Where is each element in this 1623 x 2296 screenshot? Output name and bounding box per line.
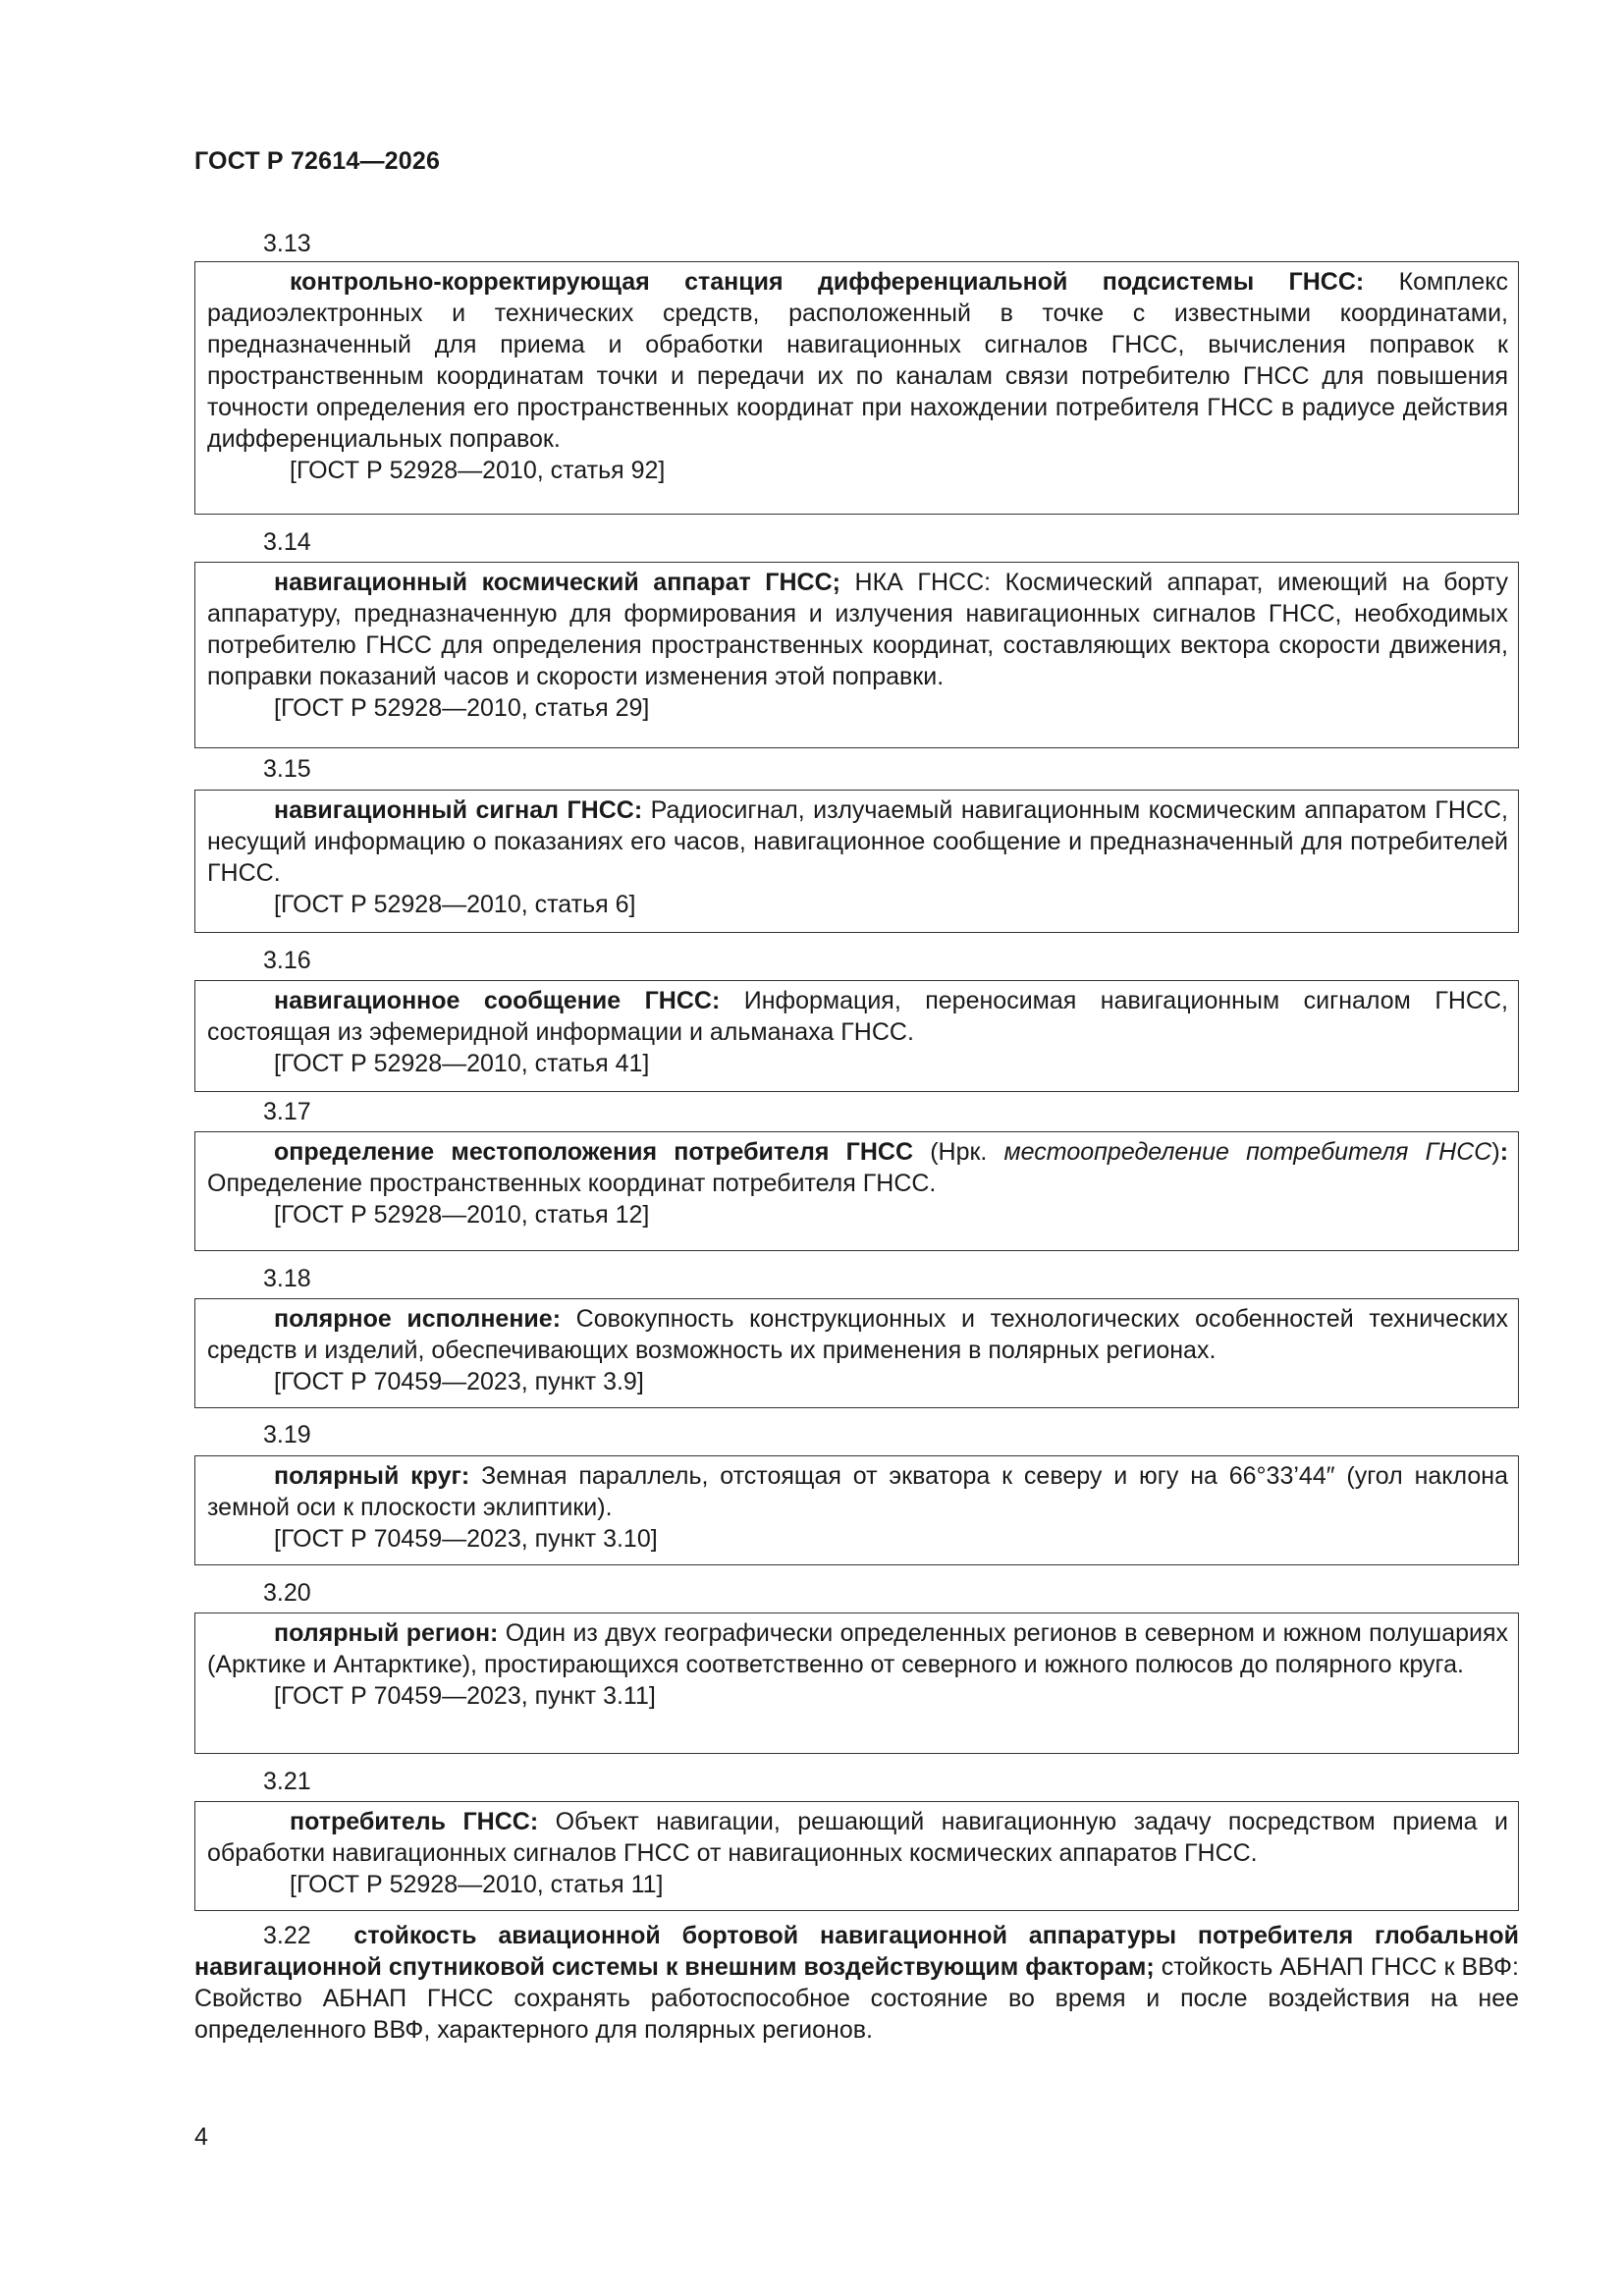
term-name: контрольно-корректирующая станция дифференциальной подсистемы ГНСС: (290, 268, 1365, 296)
term-source: [ГОСТ Р 70459—2023, пункт 3.10] (274, 1525, 658, 1553)
term-source: [ГОСТ Р 52928—2010, статья 41] (274, 1050, 650, 1077)
term-number: 3.15 (263, 755, 311, 783)
definition-text: Объект навигации, решающий навигационную задачу посредством приема и обработки навигационных сигналов ГНСС от навигационных космических аппаратов ГНСС. (207, 1808, 1508, 1867)
term-3-22-paragraph (194, 1920, 1519, 2046)
term-name: навигационное сообщение ГНСС: (274, 987, 721, 1014)
term-note-deprecated: местоопределение потребителя ГНСС (1003, 1138, 1492, 1166)
definition-text: Комплекс радиоэлектронных и технических средств, расположенный в точке с известными координатами, предназначенный для приема и обработки навигационных сигналов ГНСС, вычисления поправок к пространственным координатам точки и передачи их по каналам связи потребителю ГНСС для повышения точности определения его пространственных координат при нахождении потребителя ГНСС в радиусе действия дифференциальных поправок. (207, 268, 1508, 453)
definition-text: Информация, переносимая навигационным сигналом ГНСС, состоящая из эфемеридной информации и альманаха ГНСС. (207, 987, 1508, 1046)
document-header: ГОСТ Р 72614—2026 (194, 147, 441, 175)
term-definition (207, 266, 1508, 455)
term-source: [ГОСТ Р 52928—2010, статья 29] (274, 694, 650, 722)
term-definition (207, 985, 1508, 1048)
term-source: [ГОСТ Р 52928—2010, статья 11] (290, 1871, 664, 1898)
term-box (194, 1613, 1519, 1754)
term-definition (207, 1806, 1508, 1869)
term-name: полярное исполнение: (274, 1305, 562, 1333)
term-definition (207, 1303, 1508, 1366)
term-number: 3.21 (263, 1768, 311, 1795)
term-definition (207, 1136, 1508, 1199)
term-number: 3.22 (263, 1922, 311, 1949)
term-number: 3.14 (263, 528, 311, 556)
definition-text: Совокупность конструкционных и технологических особенностей технических средств и изделий, обеспечивающих возможность их применения в полярных регионах. (207, 1305, 1508, 1364)
term-source: [ГОСТ Р 52928—2010, статья 92] (290, 457, 666, 484)
term-number: 3.16 (263, 947, 311, 974)
term-box (194, 1131, 1519, 1251)
term-source: [ГОСТ Р 70459—2023, пункт 3.11] (274, 1682, 656, 1710)
definition-text: НКА ГНСС: Космический аппарат, имеющий на борту аппаратуру, предназначенную для формирования и излучения навигационных сигналов ГНСС, необходимых потребителю ГНСС для определения пространственных координат, составляющих вектора скорости движения, поправки показаний часов и скорости изменения этой поправки. (207, 569, 1509, 690)
term-number: 3.17 (263, 1098, 311, 1125)
term-source: [ГОСТ Р 52928—2010, статья 6] (274, 891, 636, 918)
term-name: навигационный сигнал ГНСС: (274, 796, 643, 824)
term-name: определение местоположения потребителя ГНСС (274, 1138, 914, 1166)
term-definition (207, 1617, 1508, 1680)
definition-text: Определение пространственных координат потребителя ГНСС. (207, 1170, 937, 1197)
term-box (194, 1298, 1519, 1408)
term-name: полярный регион: (274, 1619, 499, 1647)
term-definition (207, 1460, 1508, 1523)
definition-text: Земная параллель, отстоящая от экватора к северу и югу на 66°33’44″ (угол наклона земной оси к плоскости эклиптики). (207, 1462, 1508, 1521)
term-name: стойкость авиационной бортовой навигационной аппаратуры потребителя глобальной навигационной спутниковой системы к внешним воздействующим факторам; (194, 1922, 1519, 1981)
term-note-suffix: ) (1491, 1138, 1500, 1166)
term-source: [ГОСТ Р 70459—2023, пункт 3.9] (274, 1368, 644, 1395)
term-definition (207, 567, 1508, 692)
term-number: 3.18 (263, 1265, 311, 1292)
term-box (194, 562, 1519, 748)
term-box (194, 980, 1519, 1092)
term-number: 3.19 (263, 1421, 311, 1449)
term-name: навигационный космический аппарат ГНСС; (274, 569, 840, 596)
term-number: 3.13 (263, 230, 311, 257)
definition-text: стойкость АБНАП ГНСС к ВВФ: Свойство АБНАП ГНСС сохранять работоспособное состояние во время и после воздействия на нее определенного ВВФ, характерного для полярных регионов. (194, 1953, 1519, 2044)
definition-text: Один из двух географически определенных регионов в северном и южном полушариях (Арктике и Антарктике), простирающихся соответственно от северного и южного полюсов до полярного круга. (207, 1619, 1509, 1678)
term-box (194, 261, 1519, 515)
term-name: полярный круг: (274, 1462, 470, 1490)
definition-text: Радиосигнал, излучаемый навигационным космическим аппаратом ГНСС, несущий информацию о показаниях его часов, навигационное сообщение и предназначенный для потребителей ГНСС. (207, 796, 1509, 887)
term-box (194, 790, 1519, 933)
term-note-prefix: (Нрк. (913, 1138, 1004, 1166)
term-number: 3.20 (263, 1579, 311, 1607)
term-box (194, 1455, 1519, 1565)
page-number: 4 (194, 2123, 208, 2151)
term-colon: : (1499, 1138, 1509, 1166)
term-definition (207, 794, 1508, 889)
term-source: [ГОСТ Р 52928—2010, статья 12] (274, 1201, 650, 1229)
term-name: потребитель ГНСС: (290, 1808, 539, 1835)
term-box (194, 1801, 1519, 1911)
